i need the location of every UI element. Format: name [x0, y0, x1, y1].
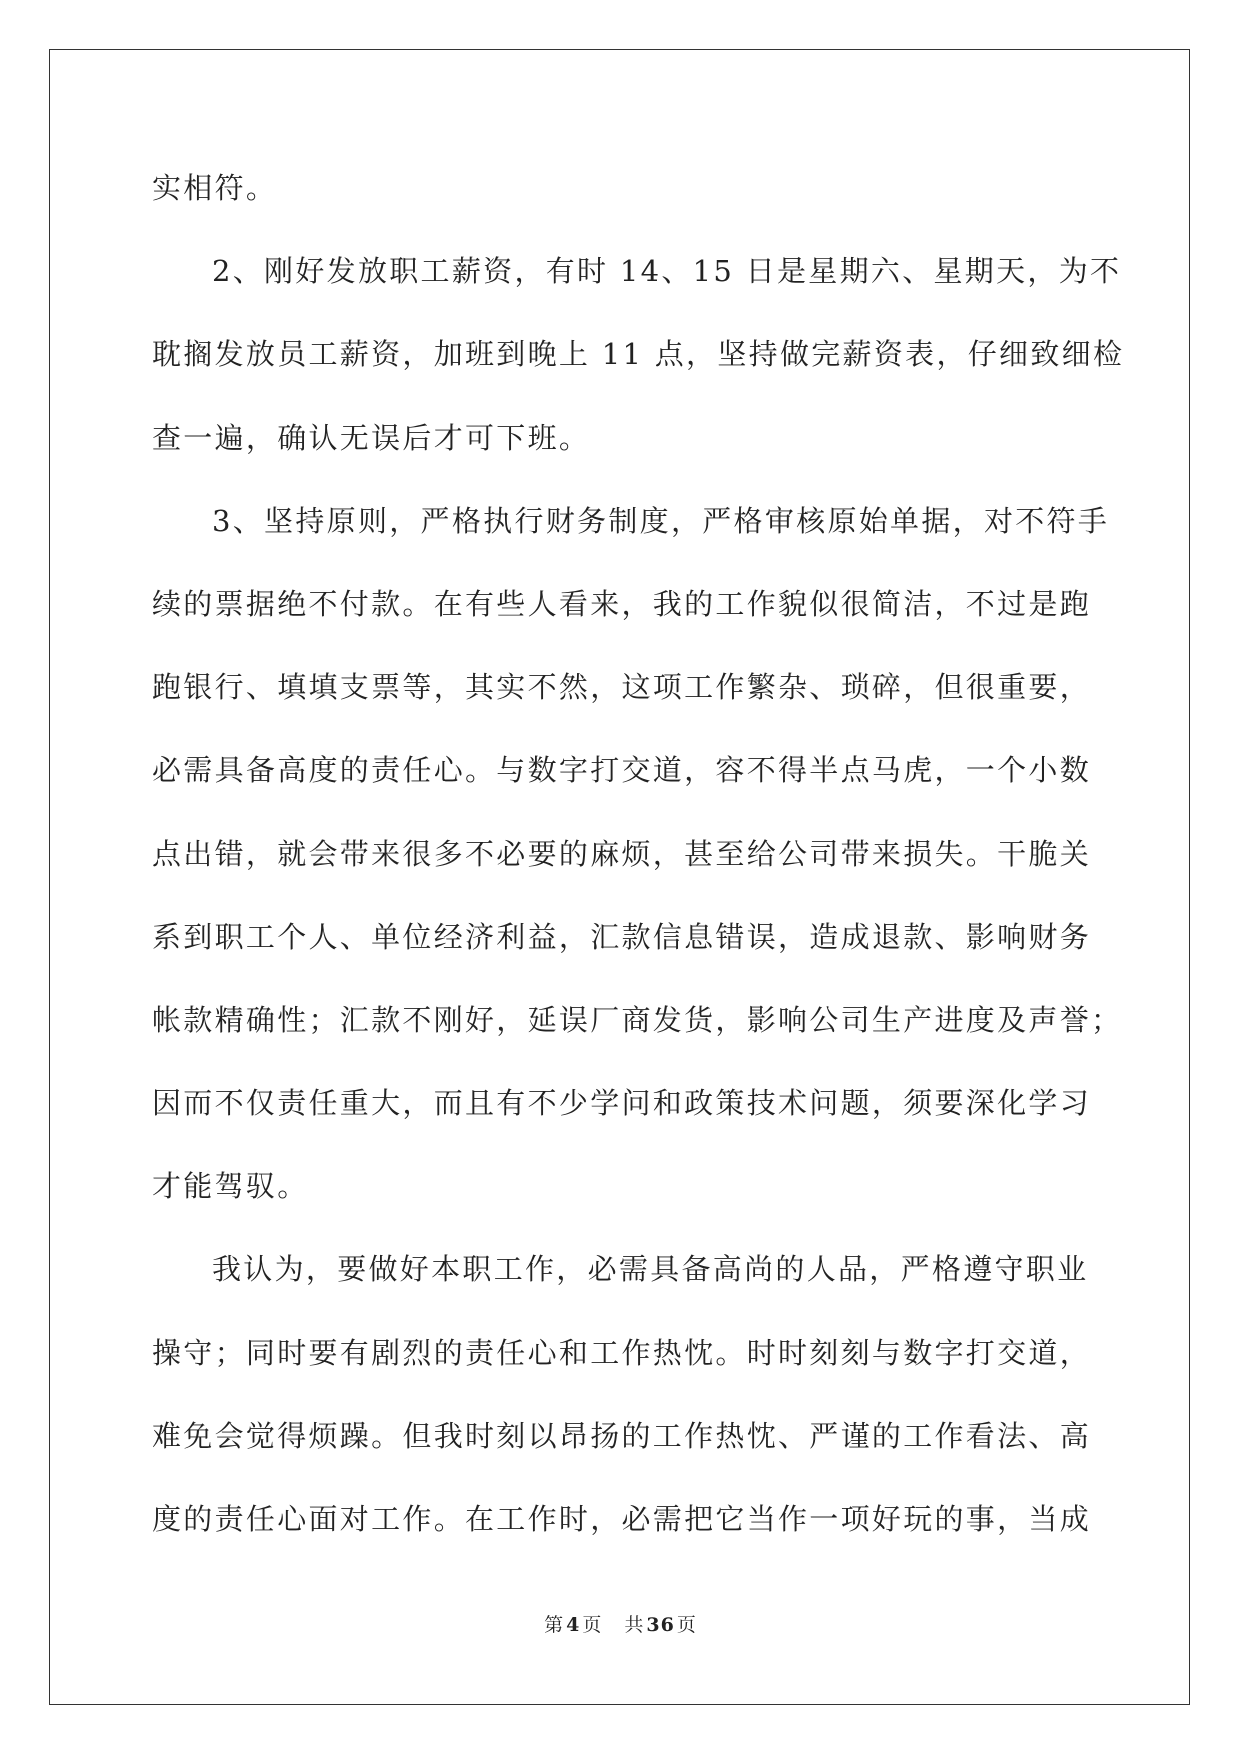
page-number: 4 — [566, 1614, 581, 1636]
text-line: 跑银行、填填支票等，其实不然，这项工作繁杂、琐碎，但很重要， — [152, 670, 1092, 705]
text-line: 帐款精确性；汇款不刚好，延误厂商发货，影响公司生产进度及声誉； — [152, 1002, 1123, 1037]
text-line: 才能驾驭。 — [152, 1169, 309, 1204]
total-pages: 36 — [646, 1614, 675, 1636]
text-line: 操守；同时要有剧烈的责任心和工作热忱。时时刻刻与数字打交道， — [152, 1335, 1092, 1370]
text-line: 耽搁发放员工薪资，加班到晚上 11 点，坚持做完薪资表，仔细致细检 — [152, 337, 1125, 372]
text-line: 我认为，要做好本职工作，必需具备高尚的人品，严格遵守职业 — [212, 1252, 1089, 1287]
page-footer — [0, 1610, 1241, 1637]
text-line: 必需具备高度的责任心。与数字打交道，容不得半点马虎，一个小数 — [152, 753, 1092, 788]
text-line: 3、坚持原则，严格执行财务制度，严格审核原始单据，对不符手 — [212, 503, 1110, 538]
page-prefix: 第 — [544, 1614, 565, 1636]
page-suffix: 页 — [582, 1614, 603, 1636]
text-line: 系到职工个人、单位经济利益，汇款信息错误，造成退款、影响财务 — [152, 919, 1092, 954]
text-line: 实相符。 — [152, 171, 278, 205]
document-body — [152, 158, 1125, 1572]
total-prefix: 共 — [624, 1614, 645, 1636]
text-line: 难免会觉得烦躁。但我时刻以昂扬的工作热忱、严谨的工作看法、高 — [152, 1418, 1092, 1453]
text-line: 2、刚好发放职工薪资，有时 14、15 日是星期六、星期天，为不 — [212, 254, 1122, 289]
text-line: 度的责任心面对工作。在工作时，必需把它当作一项好玩的事，当成 — [152, 1502, 1092, 1536]
text-line: 点出错，就会带来很多不必要的麻烦，甚至给公司带来损失。干脆关 — [152, 836, 1092, 871]
text-line: 因而不仅责任重大，而且有不少学问和政策技术问题，须要深化学习 — [152, 1086, 1092, 1121]
total-suffix: 页 — [676, 1614, 697, 1636]
text-line: 续的票据绝不付款。在有些人看来，我的工作貌似很简洁，不过是跑 — [152, 586, 1092, 621]
text-line: 查一遍，确认无误后才可下班。 — [152, 420, 591, 455]
